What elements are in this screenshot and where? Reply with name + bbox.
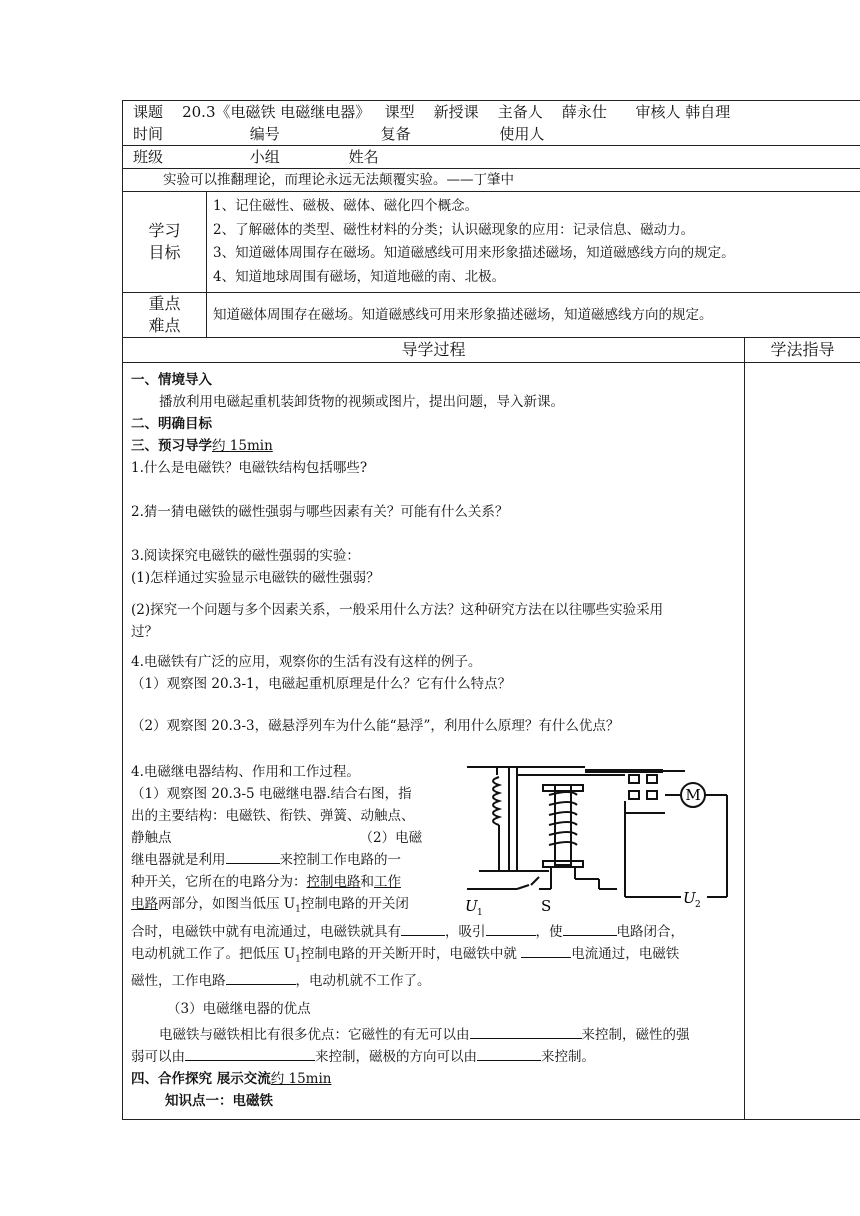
q5-1a: （1）观察图 20.3-5 电磁继电器.结合右图，指	[131, 786, 412, 802]
work-circuit-1: 工作	[374, 874, 401, 890]
reviewer-label: 审核人	[635, 103, 681, 121]
u1-label: U	[465, 897, 478, 915]
q5-3a: 合时，电磁铁中就有电流通过，电磁铁就具有	[131, 923, 401, 940]
adv-e: 来控制。	[541, 1049, 595, 1066]
worksheet	[122, 100, 860, 1120]
q5-5b: ，电动机就不工作了。	[295, 973, 431, 990]
header-row-1	[123, 101, 860, 146]
quote-text: 实验可以推翻理论，而理论永远无法颠覆实验。——丁肇中	[163, 172, 514, 188]
q5-2f: 控制电路的开关闭	[300, 896, 409, 912]
work-circuit-2: 电路	[131, 896, 158, 912]
q5-4a: 电动机就工作了。把低压 U	[131, 945, 296, 962]
q2: 2.猜一猜电磁铁的磁性强弱与哪些因素有关？可能有什么关系？	[131, 504, 509, 520]
user-label: 使用人	[499, 125, 545, 143]
keypoints-label	[123, 293, 207, 338]
q4-1: （1）观察图 20.3-1，电磁起重机原理是什么？它有什么特点？	[131, 676, 512, 692]
type-value: 新授课	[433, 103, 479, 121]
preparer-label: 主备人	[497, 103, 543, 121]
process-title: 导学过程	[123, 338, 745, 363]
goal-item: 2、了解磁体的类型、磁性材料的分类；认识磁现象的应用：记录信息、磁动力。	[213, 221, 695, 238]
adv-d: 来控制，磁极的方向可以由	[315, 1049, 477, 1066]
guide-body	[745, 363, 860, 1120]
adv-a: 电磁铁与磁铁相比有很多优点：它磁性的有无可以由	[159, 1027, 470, 1044]
name-label: 姓名	[348, 148, 379, 166]
goal-item: 3、知道磁体周围存在磁场。知道磁感线可用来形象描述磁场，知道磁感线方向的规定。	[213, 245, 735, 261]
q1: 1.什么是电磁铁？电磁铁结构包括哪些?	[131, 460, 368, 476]
relay-circuit-diagram	[459, 761, 737, 921]
goals-list	[207, 192, 860, 293]
s4-time: 约 15min	[270, 1071, 332, 1088]
preparer-value: 薛永仕	[561, 103, 607, 121]
s1-text: 播放利用电磁起重机装卸货物的视频或图片，提出问题，导入新课。	[159, 394, 564, 410]
and-text: 和	[360, 874, 374, 890]
goal-item: 4、知道地球周围有磁场，知道地磁的南、北极。	[213, 268, 506, 285]
q5: 4.电磁继电器结构、作用和工作过程。	[131, 764, 360, 780]
topic-label: 课题	[133, 103, 164, 121]
motor-label: M	[685, 786, 701, 804]
q5-2b: 继电器就是利用	[131, 852, 226, 868]
keypoints-text: 知道磁体周围存在磁场。知道磁感线可用来形象描述磁场，知道磁感线方向的规定。	[207, 293, 860, 338]
group-label: 小组	[249, 148, 280, 166]
q3: 3.阅读探究电磁铁的磁性强弱的实验：	[131, 548, 360, 564]
adv-b: 来控制，磁性的强	[581, 1027, 690, 1044]
number-label: 编号	[249, 125, 280, 143]
q4: 4.电磁铁有广泛的应用，观察你的生活有没有这样的例子。	[131, 654, 482, 670]
q5-2a: （2）电磁	[359, 830, 423, 846]
keypoints-label-line-1: 重点	[148, 294, 181, 313]
goals-label	[123, 192, 207, 293]
switch-label: S	[541, 897, 552, 915]
goal-item: 1、记住磁性、磁极、磁体、磁化四个概念。	[213, 198, 479, 214]
q5-1c: 静触点	[131, 830, 172, 846]
u1-label-sub: 1	[477, 908, 483, 918]
q5-1b: 出的主要结构：电磁铁、衔铁、弹簧、动触点、	[131, 808, 415, 824]
reviewer-value: 韩自理	[685, 103, 731, 121]
q5-3c: ，使	[535, 923, 563, 940]
q3-2b: 过？	[131, 624, 158, 640]
topic-value: 20.3《电磁铁 电磁继电器》	[182, 103, 371, 121]
q5-5a: 磁性，工作电路	[131, 973, 226, 990]
s2-title: 二、明确目标	[131, 416, 212, 432]
q5-3d: 电路闭合，	[616, 923, 684, 940]
process-body	[123, 363, 745, 1120]
q5-advantages-title: （3）电磁继电器的优点	[167, 1001, 311, 1018]
adv-c: 弱可以由	[131, 1049, 185, 1066]
keypoints-label-line-2: 难点	[148, 316, 181, 335]
s4-title: 四、合作探究 展示交流	[131, 1071, 271, 1088]
control-circuit: 控制电路	[306, 874, 361, 890]
u2-label-sub: 2	[695, 900, 701, 910]
q4-2: （2）观察图 20.3-3，磁悬浮列车为什么能“悬浮”，利用什么原理？有什么优点？	[131, 718, 620, 734]
u1-sub-2: 1	[295, 954, 301, 965]
quote-row	[123, 169, 860, 192]
u1-sub: 1	[295, 904, 301, 915]
kp1-title: 知识点一：电磁铁	[165, 1093, 273, 1110]
goals-label-line-2: 目标	[148, 243, 181, 262]
u2-label: U	[683, 889, 696, 907]
q3-1: (1)怎样通过实验显示电磁铁的磁性强弱？	[131, 570, 380, 586]
type-label: 课型	[384, 103, 415, 121]
goals-label-line-1: 学习	[148, 221, 181, 240]
q5-2c: 来控制工作电路的一	[279, 852, 401, 868]
class-label: 班级	[133, 148, 164, 166]
q5-3b: ，吸引	[445, 923, 486, 940]
q5-2d: 种开关，它所在的电路分为：	[131, 874, 307, 890]
worksheet-table	[122, 100, 860, 1120]
q5-4b: 控制电路的开关断开时，电磁铁中就	[300, 945, 522, 962]
s1-title: 一、情境导入	[131, 372, 212, 388]
s3-title: 三、预习导学	[131, 438, 212, 454]
guide-title: 学法指导	[745, 338, 860, 363]
time-label: 时间	[133, 125, 164, 143]
q5-2e: 两部分，如图当低压 U	[158, 896, 296, 912]
s3-time: 约 15min	[212, 438, 273, 454]
review-label: 复备	[380, 125, 411, 143]
q5-4c: 电流通过，电磁铁	[571, 945, 680, 962]
header-row-3	[123, 146, 860, 169]
q3-2a: (2)探究一个问题与多个因素关系，一般采用什么方法？这种研究方法在以往哪些实验采用	[131, 602, 664, 618]
